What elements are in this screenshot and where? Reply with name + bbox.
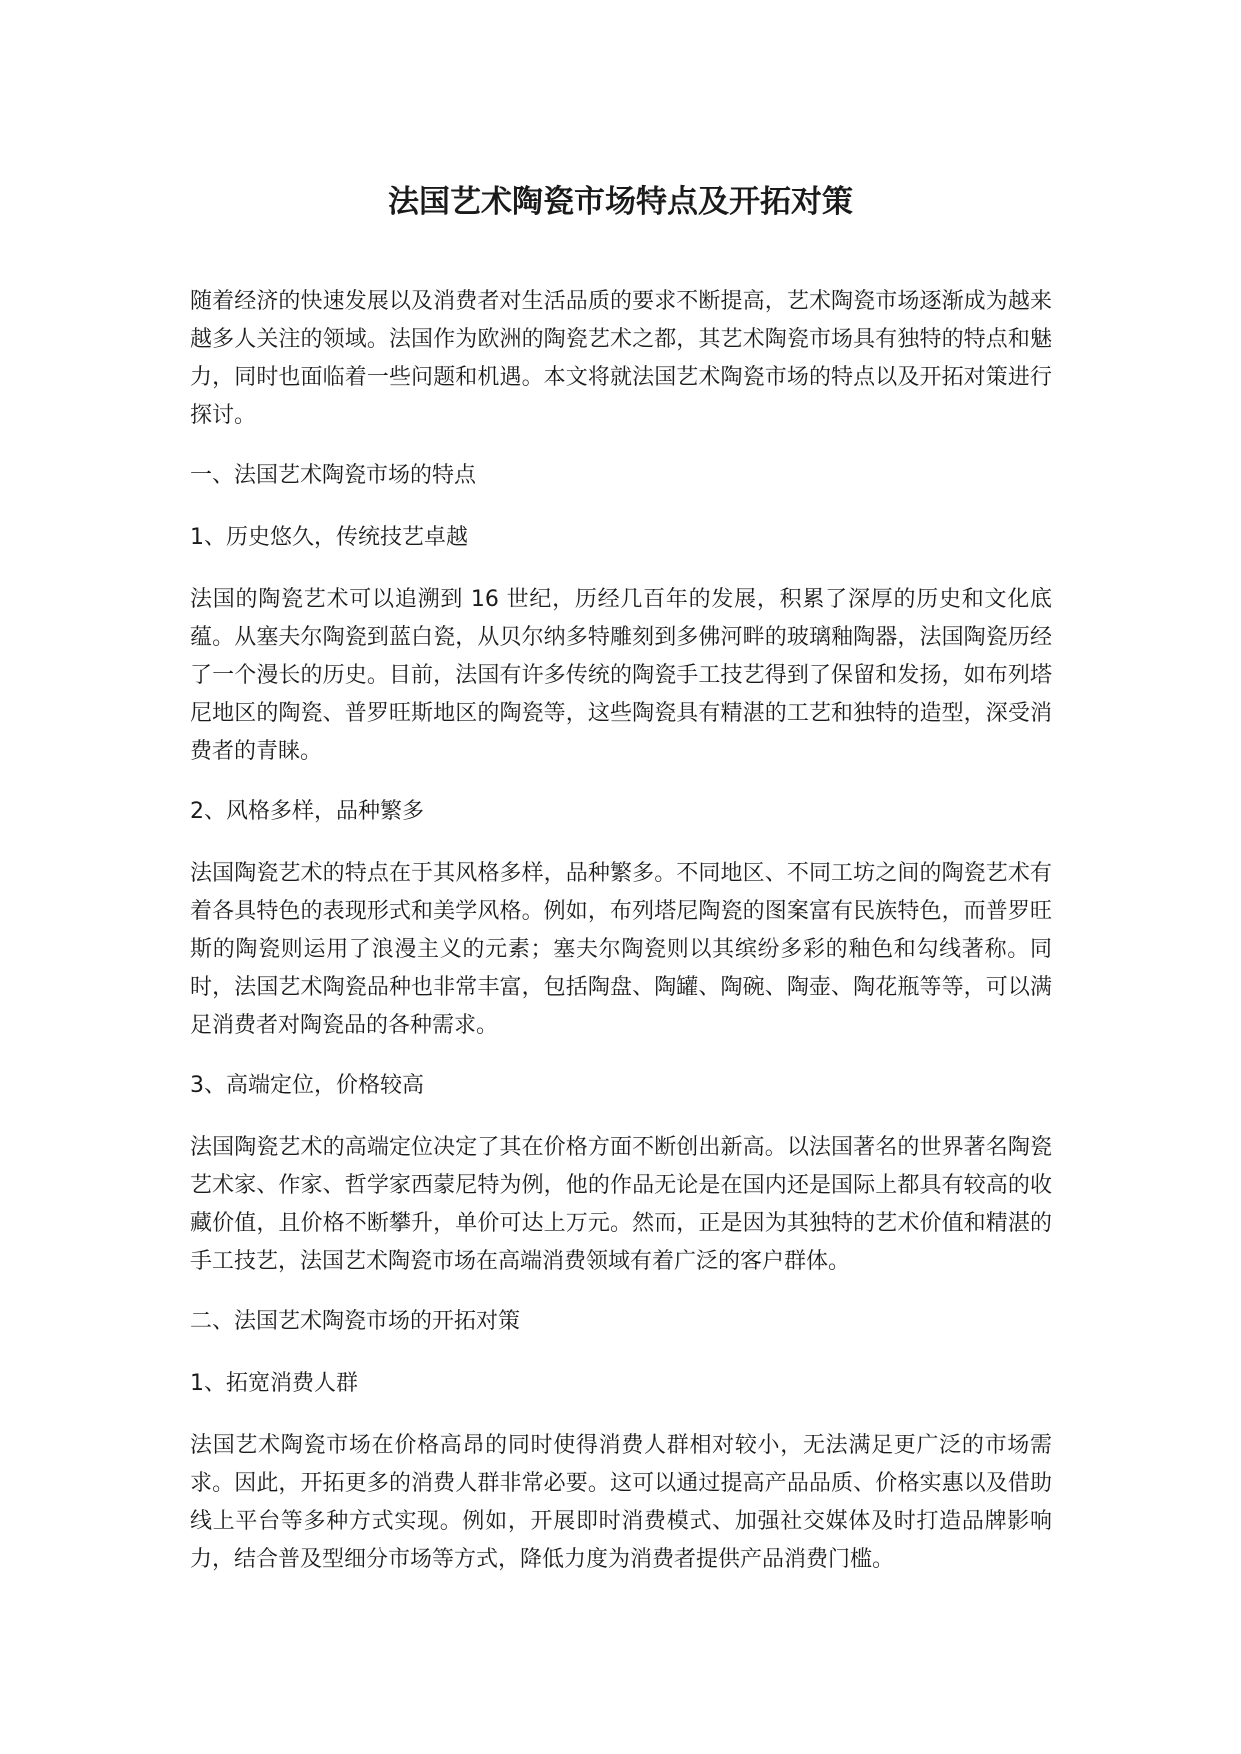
section-heading-2: 二、法国艺术陶瓷市场的开拓对策	[190, 1309, 521, 1334]
intro-paragraph: 随着经济的快速发展以及消费者对生活品质的要求不断提高，艺术陶瓷市场逐渐成为越来越多人关注的领域。法国作为欧洲的陶瓷艺术之都，其艺术陶瓷市场具有独特的特点和魅力，同时也面临着一些问题和机遇。本文将就法国艺术陶瓷市场的特点以及开拓对策进行探讨。	[190, 289, 1052, 428]
subsection-paragraph-1-2: 法国陶瓷艺术的特点在于其风格多样，品种繁多。不同地区、不同工坊之间的陶瓷艺术有着各具特色的表现形式和美学风格。例如，布列塔尼陶瓷的图案富有民族特色，而普罗旺斯的陶瓷则运用了浪漫主义的元素；塞夫尔陶瓷则以其缤纷多彩的釉色和勾线著称。同时，法国艺术陶瓷品种也非常丰富，包括陶盘、陶罐、陶碗、陶壶、陶花瓶等等，可以满足消费者对陶瓷品的各种需求。	[190, 861, 1052, 1038]
section-heading-1: 一、法国艺术陶瓷市场的特点	[190, 463, 477, 488]
subsection-paragraph-1-3: 法国陶瓷艺术的高端定位决定了其在价格方面不断创出新高。以法国著名的世界著名陶瓷艺术家、作家、哲学家西蒙尼特为例，他的作品无论是在国内还是国际上都具有较高的收藏价值，且价格不断攀升，单价可达上万元。然而，正是因为其独特的艺术价值和精湛的手工技艺，法国艺术陶瓷市场在高端消费领域有着广泛的客户群体。	[190, 1135, 1052, 1274]
subsection-heading-1-3: 3、高端定位，价格较高	[190, 1073, 424, 1098]
subsection-paragraph-2-1: 法国艺术陶瓷市场在价格高昂的同时使得消费人群相对较小，无法满足更广泛的市场需求。因此，开拓更多的消费人群非常必要。这可以通过提高产品品质、价格实惠以及借助线上平台等多种方式实现。例如，开展即时消费模式、加强社交媒体及时打造品牌影响力，结合普及型细分市场等方式，降低力度为消费者提供产品消费门槛。	[190, 1433, 1052, 1572]
document-body	[190, 283, 1052, 1601]
subsection-paragraph-1-1: 法国的陶瓷艺术可以追溯到 16 世纪，历经几百年的发展，积累了深厚的历史和文化底蕴。从塞夫尔陶瓷到蓝白瓷，从贝尔纳多特雕刻到多佛河畔的玻璃釉陶器，法国陶瓷历经了一个漫长的历史。目前，法国有许多传统的陶瓷手工技艺得到了保留和发扬，如布列塔尼地区的陶瓷、普罗旺斯地区的陶瓷等，这些陶瓷具有精湛的工艺和独特的造型，深受消费者的青睐。	[190, 587, 1052, 764]
subsection-heading-2-1: 1、拓宽消费人群	[190, 1371, 358, 1396]
subsection-heading-1-2: 2、风格多样，品种繁多	[190, 799, 424, 824]
document-title: 法国艺术陶瓷市场特点及开拓对策	[388, 184, 853, 220]
subsection-heading-1-1: 1、历史悠久，传统技艺卓越	[190, 525, 468, 550]
